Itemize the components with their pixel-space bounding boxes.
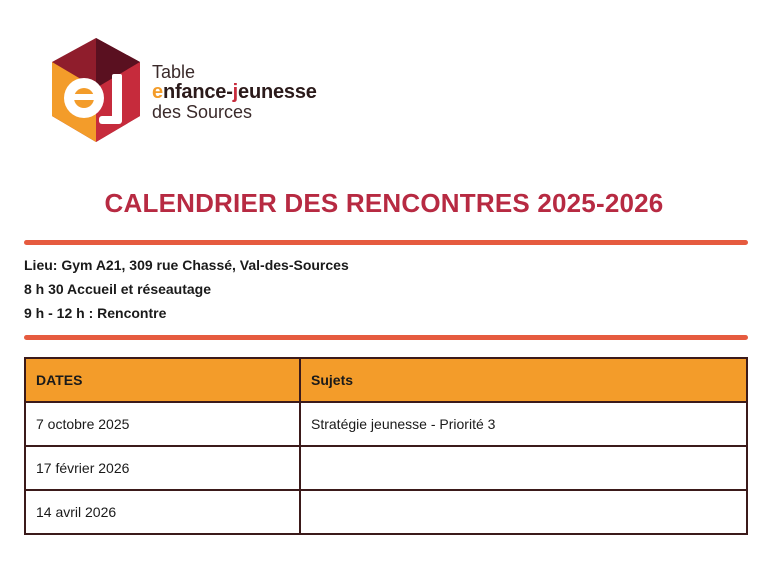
date-cell: 17 février 2026: [25, 446, 300, 490]
date-cell: 14 avril 2026: [25, 490, 300, 534]
logo-text-des-sources: des Sources: [152, 102, 253, 122]
header-subjects: Sujets: [300, 358, 747, 402]
ej-hexagon-logo-icon: [44, 36, 144, 148]
table-row: [25, 490, 747, 534]
logo-accent-e: e: [152, 81, 163, 103]
table-row: [25, 446, 747, 490]
logo-text-enfance-jeunesse: [152, 82, 317, 102]
logo-text-nfance: nfance-: [162, 81, 233, 103]
schedule-table: [24, 357, 748, 535]
table-row: [25, 402, 747, 446]
location-text: Lieu: Gym A21, 309 rue Chassé, Val-des-Sources: [24, 257, 349, 273]
logo-accent-j: j: [232, 81, 239, 103]
meeting-time-text: 9 h - 12 h : Rencontre: [24, 305, 167, 321]
logo-text-table: Table: [152, 62, 196, 82]
welcome-time-text: 8 h 30 Accueil et réseautage: [24, 281, 212, 297]
subject-cell: Stratégie jeunesse - Priorité 3: [300, 402, 747, 446]
organization-logo: [44, 36, 374, 148]
bottom-divider: [24, 335, 748, 340]
top-divider: [24, 240, 748, 245]
subject-cell: [300, 446, 747, 490]
table-header-row: [25, 358, 747, 402]
header-dates: DATES: [25, 358, 300, 402]
meeting-info: [24, 256, 349, 328]
page-title: CALENDRIER DES RENCONTRES 2025-2026: [104, 188, 664, 218]
subject-cell: [300, 490, 747, 534]
date-cell: 7 octobre 2025: [25, 402, 300, 446]
logo-text-eunesse: eunesse: [238, 81, 317, 103]
